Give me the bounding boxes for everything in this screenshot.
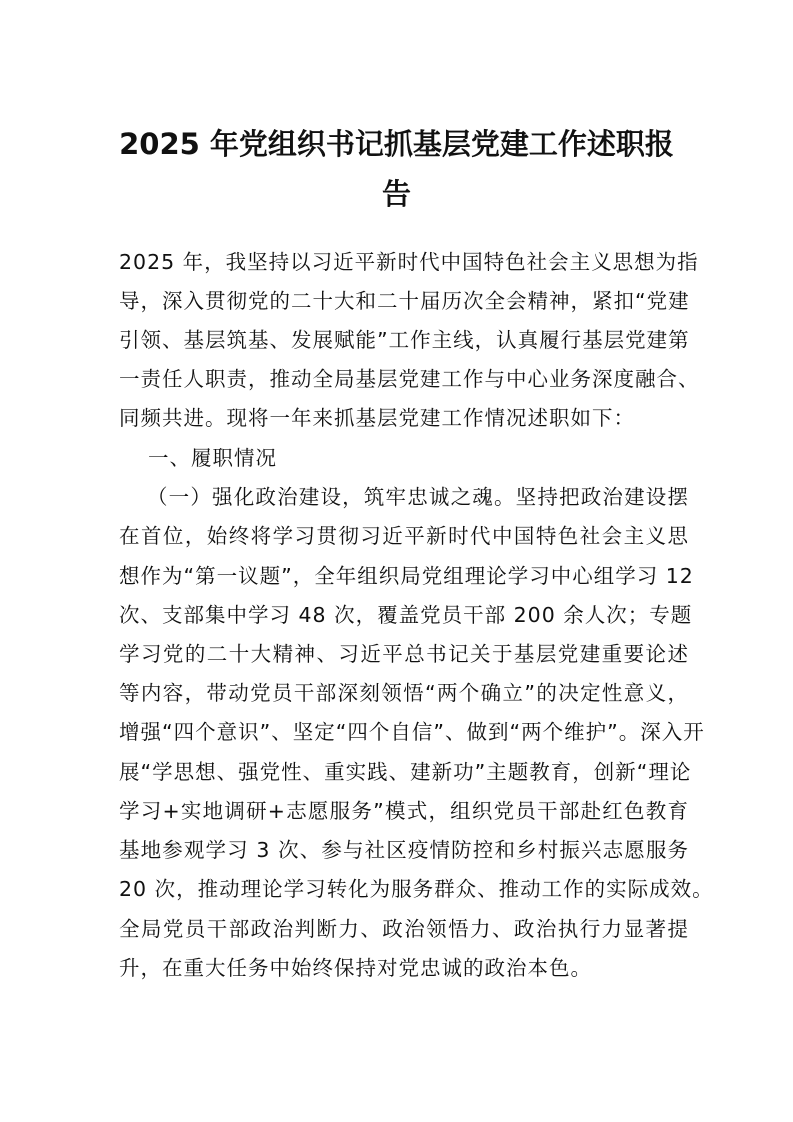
paragraph-line: 全局党员干部政治判断力、政治领悟力、政治执行力显著提 (119, 917, 689, 941)
paragraph-line: 学习+实地调研+志愿服务”模式，组织党员干部赴红色教育 (119, 799, 689, 823)
paragraph-line: （一）强化政治建设，筑牢忠诚之魂。坚持把政治建设摆 (147, 485, 689, 509)
paragraph-line: 想作为“第一议题”，全年组织局党组理论学习中心组学习 12 (119, 564, 694, 588)
paragraph-line: 升，在重大任务中始终保持对党忠诚的政治本色。 (119, 956, 592, 980)
paragraph-line: 增强“四个意识”、坚定“四个自信”、做到“两个维护”。深入开 (119, 720, 705, 744)
paragraph-line: 在首位，始终将学习贯彻习近平新时代中国特色社会主义思 (119, 524, 689, 548)
paragraph-line: 展“学思想、强党性、重实践、建新功”主题教育，创新“理论 (119, 760, 692, 784)
document-title-line-2: 告 (381, 177, 411, 211)
paragraph-line: 同频共进。现将一年来抓基层党建工作情况述职如下： (119, 406, 635, 430)
paragraph-line: 20 次，推动理论学习转化为服务群众、推动工作的实际成效。 (119, 877, 714, 901)
paragraph-line: 引领、基层筑基、发展赋能”工作主线，认真履行基层党建第 (119, 328, 690, 352)
paragraph-line: 次、支部集中学习 48 次，覆盖党员干部 200 余人次；专题 (119, 603, 693, 627)
paragraph-line: 一责任人职责，推动全局基层党建工作与中心业务深度融合、 (119, 367, 700, 391)
section-heading: 一、履职情况 (148, 446, 277, 470)
paragraph-line: 等内容，带动党员干部深刻领悟“两个确立”的决定性意义， (119, 681, 689, 705)
paragraph-line: 学习党的二十大精神、习近平总书记关于基层党建重要论述 (119, 642, 689, 666)
paragraph-line: 基地参观学习 3 次、参与社区疫情防控和乡村振兴志愿服务 (119, 838, 689, 862)
paragraph-line: 导，深入贯彻党的二十大和二十届历次全会精神，紧扣“党建 (119, 289, 690, 313)
paragraph-line: 2025 年，我坚持以习近平新时代中国特色社会主义思想为指 (119, 250, 699, 274)
document-title-line-1: 2025 年党组织书记抓基层党建工作述职报 (119, 127, 674, 161)
